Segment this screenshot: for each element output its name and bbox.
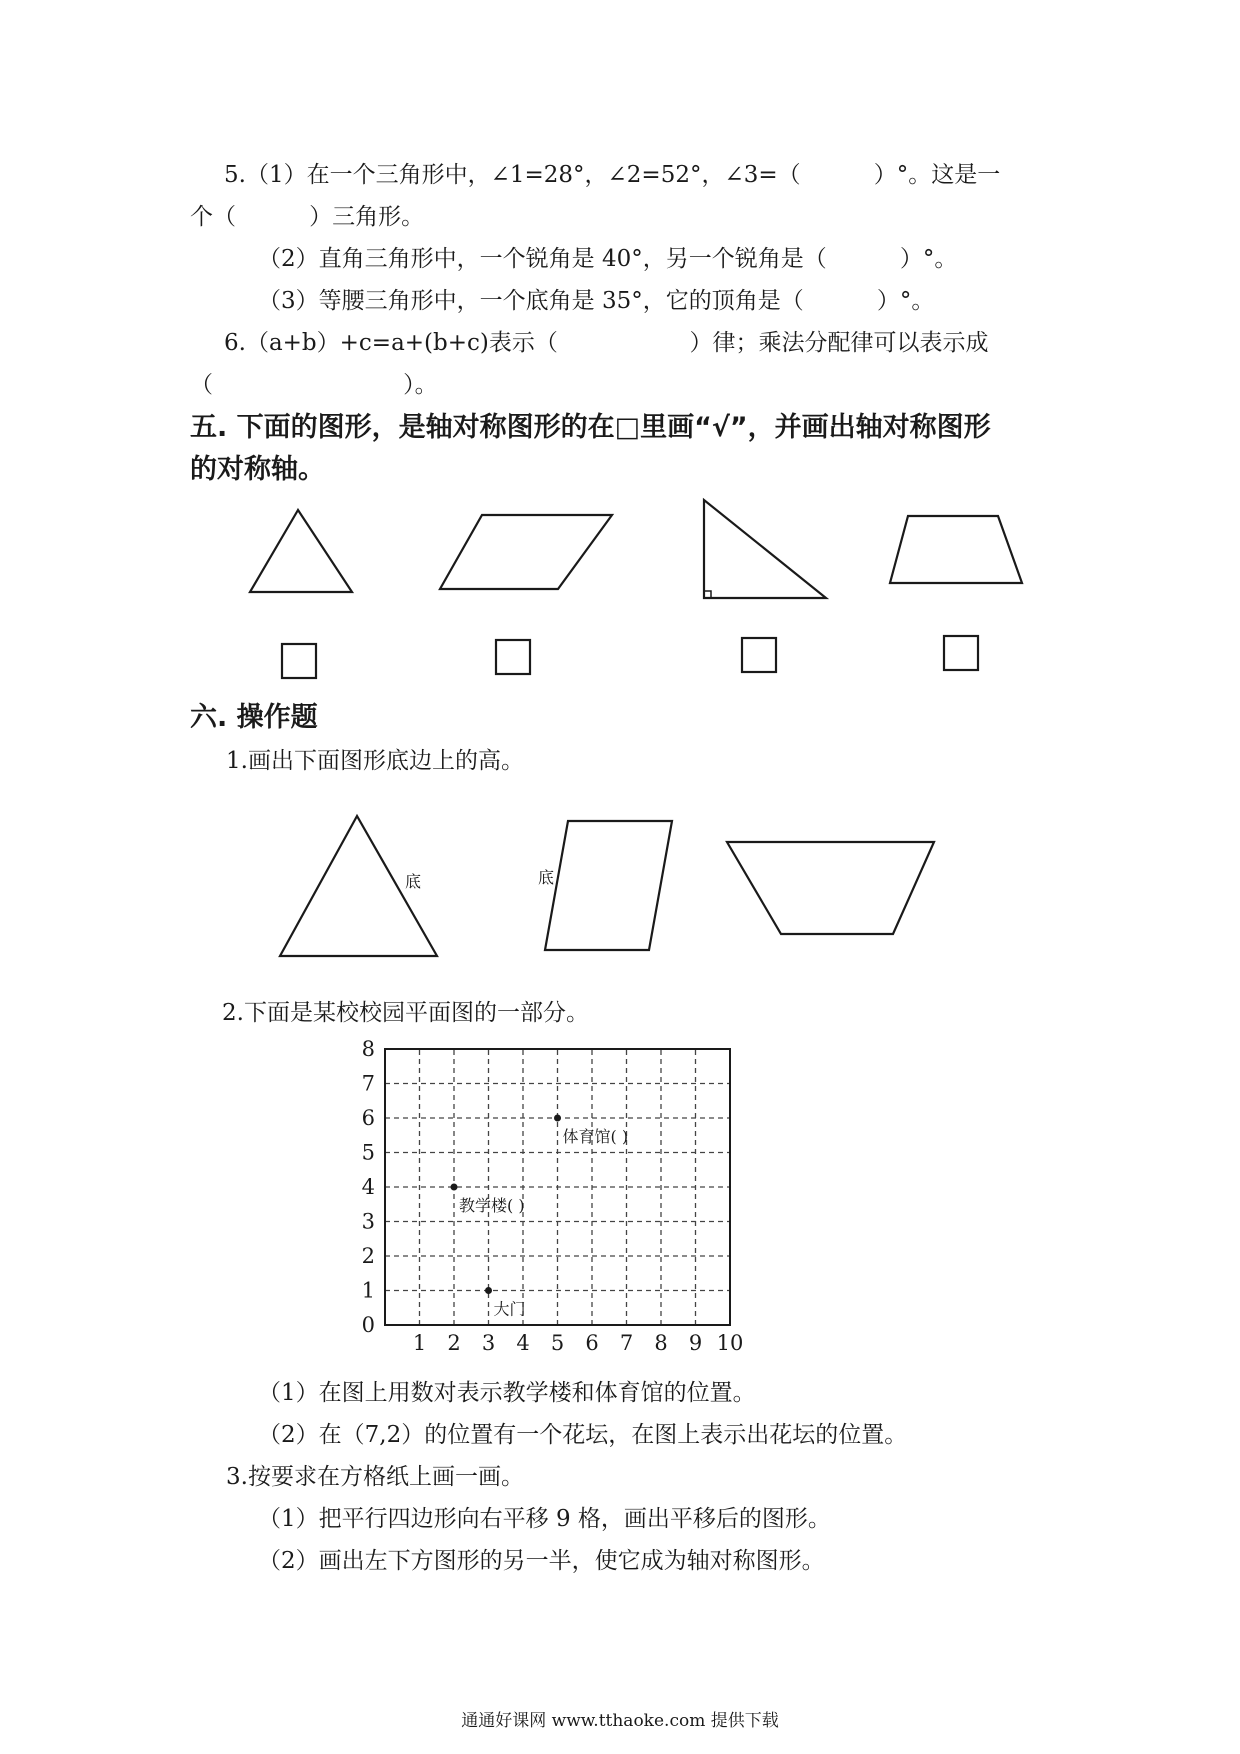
section6-q3: 3.按要求在方格纸上画一画。 bbox=[226, 1464, 524, 1490]
x-tick-label: 10 bbox=[716, 1331, 744, 1355]
q6-line1: 6.（a+b）+c=a+(b+c)表示（ ）律；乘法分配律可以表示成 bbox=[224, 330, 989, 356]
x-tick-label: 2 bbox=[447, 1331, 461, 1355]
x-tick-label: 7 bbox=[619, 1331, 634, 1355]
y-tick-label: 4 bbox=[361, 1175, 375, 1199]
slanted-parallelogram-icon bbox=[545, 821, 672, 950]
grid-point-label: 教学楼( ) bbox=[459, 1196, 525, 1215]
inverted-trapezoid-icon bbox=[727, 842, 934, 934]
y-tick-label: 8 bbox=[361, 1037, 375, 1061]
y-tick-label: 7 bbox=[361, 1071, 375, 1096]
footer-credit: 通通好课网 www.tthaoke.com 提供下载 bbox=[461, 1711, 779, 1731]
grid-point[interactable] bbox=[451, 1184, 458, 1191]
right-triangle-icon bbox=[704, 500, 826, 598]
coordinate-grid bbox=[350, 1023, 770, 1363]
y-tick-label: 1 bbox=[361, 1278, 375, 1303]
section6-q1: 1.画出下面图形底边上的高。 bbox=[226, 748, 524, 774]
grid-point-label: 体育馆( ) bbox=[562, 1127, 629, 1146]
parallelogram-icon bbox=[440, 515, 612, 589]
checkbox-2[interactable] bbox=[496, 640, 530, 674]
q5-line1: 5.（1）在一个三角形中，∠1=28°，∠2=52°，∠3=（ ）°。这是一 bbox=[224, 162, 1001, 188]
checkbox-3[interactable] bbox=[742, 638, 776, 672]
grid-point-label: 大门 bbox=[493, 1299, 526, 1319]
trapezoid-icon bbox=[890, 516, 1022, 583]
x-tick-label: 3 bbox=[481, 1331, 496, 1355]
section6-q3-sub2: （2）画出左下方图形的另一半，使它成为轴对称图形。 bbox=[258, 1548, 825, 1574]
section5-title-line2: 的对称轴。 bbox=[190, 454, 325, 485]
y-tick-label: 3 bbox=[361, 1209, 375, 1234]
q5-line2: 个（ ）三角形。 bbox=[190, 204, 425, 230]
section6-q3-sub1: （1）把平行四边形向右平移 9 格，画出平移后的图形。 bbox=[258, 1506, 831, 1532]
y-tick-label: 6 bbox=[361, 1106, 375, 1130]
x-tick-label: 9 bbox=[688, 1331, 703, 1355]
q5-sub2: （2）直角三角形中，一个锐角是 40°，另一个锐角是（ ）°。 bbox=[258, 246, 958, 272]
x-tick-label: 1 bbox=[412, 1331, 427, 1355]
triangle-icon bbox=[250, 510, 352, 592]
altitude-shapes bbox=[0, 800, 1240, 980]
x-tick-label: 4 bbox=[516, 1331, 530, 1355]
section6-q2: 2.下面是某校校园平面图的一部分。 bbox=[222, 1000, 589, 1026]
y-tick-label: 5 bbox=[361, 1140, 375, 1165]
checkbox-4[interactable] bbox=[944, 636, 978, 670]
q5-sub3: （3）等腰三角形中，一个底角是 35°，它的顶角是（ ）°。 bbox=[258, 288, 935, 314]
checkbox-1[interactable] bbox=[282, 644, 316, 678]
section6-q2-sub2: （2）在（7,2）的位置有一个花坛，在图上表示出花坛的位置。 bbox=[258, 1422, 908, 1448]
section6-title: 六. 操作题 bbox=[190, 702, 318, 733]
x-tick-label: 6 bbox=[585, 1331, 599, 1355]
section5-shapes bbox=[0, 490, 1240, 720]
base-label-triangle: 底 bbox=[405, 872, 422, 891]
grid-point[interactable] bbox=[554, 1115, 561, 1122]
y-tick-label: 0 bbox=[361, 1313, 375, 1337]
x-tick-label: 5 bbox=[550, 1331, 565, 1355]
x-tick-label: 8 bbox=[654, 1331, 668, 1355]
section5-title-line1: 五. 下面的图形，是轴对称图形的在□里画“√”，并画出轴对称图形 bbox=[190, 412, 991, 443]
base-label-parallelogram: 底 bbox=[538, 868, 555, 887]
section6-q2-sub1: （1）在图上用数对表示教学楼和体育馆的位置。 bbox=[258, 1380, 756, 1406]
q6-line2: （ ）。 bbox=[190, 372, 438, 398]
grid-point[interactable] bbox=[485, 1287, 492, 1294]
y-tick-label: 2 bbox=[361, 1244, 375, 1268]
